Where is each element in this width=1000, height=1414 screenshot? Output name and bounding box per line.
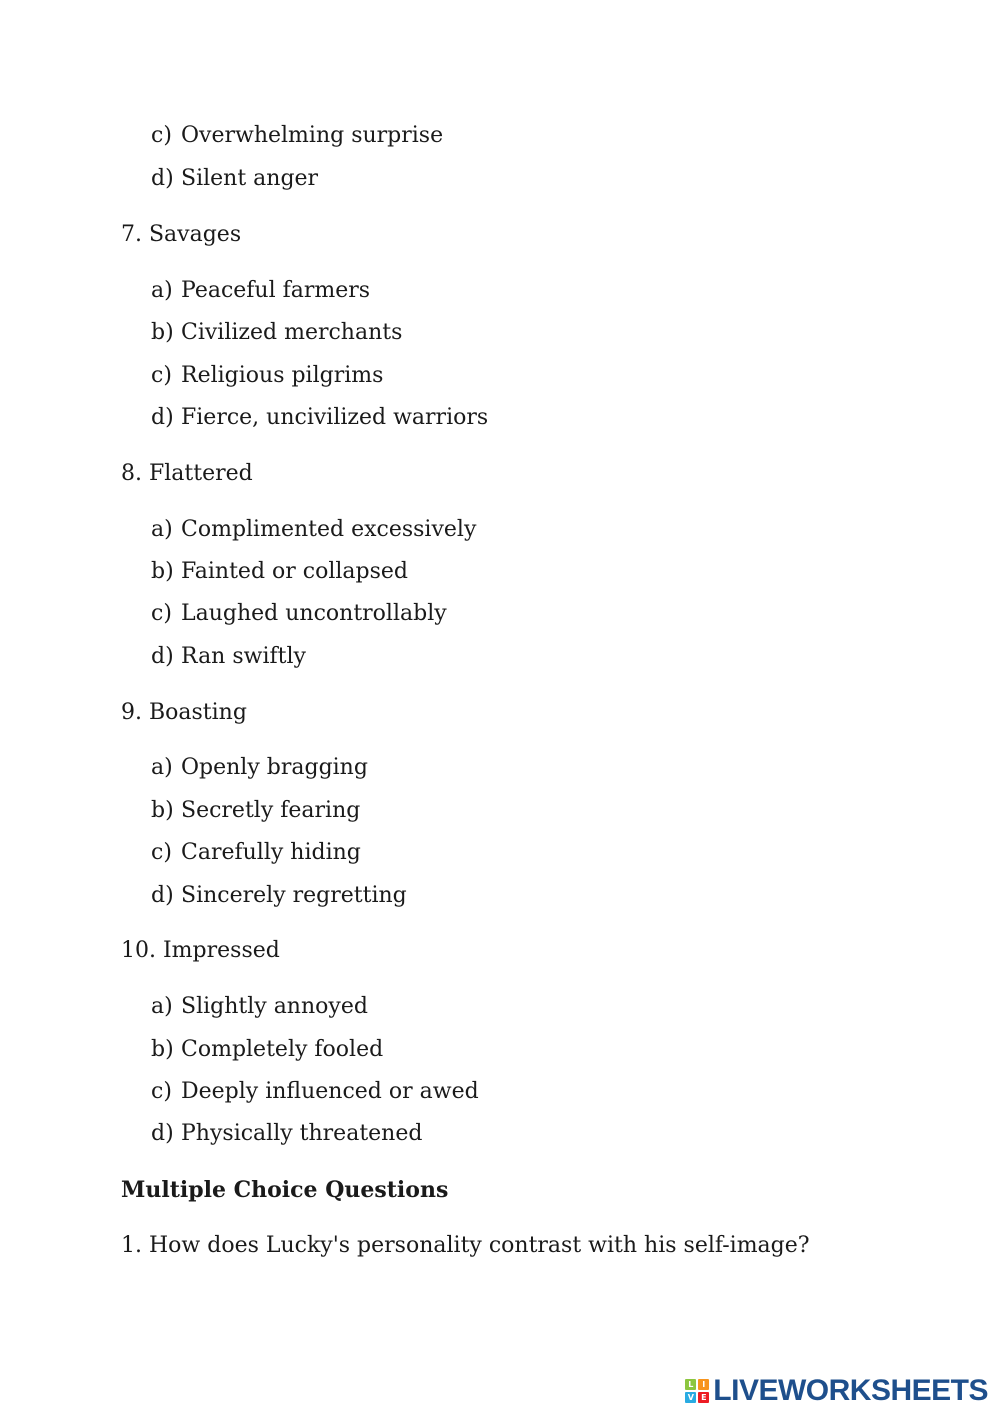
section-heading: Multiple Choice Questions xyxy=(121,1177,449,1203)
option-6d[interactable] xyxy=(151,165,318,193)
option-text: Physically threatened xyxy=(181,1121,423,1146)
logo-mark-i: I xyxy=(698,1379,709,1390)
option-letter: b) xyxy=(151,320,174,345)
option-9c[interactable] xyxy=(151,839,361,867)
option-text: Slightly annoyed xyxy=(181,994,368,1019)
option-letter: c) xyxy=(151,123,172,148)
question-9-label: 9. Boasting xyxy=(121,700,247,725)
option-letter: b) xyxy=(151,798,174,823)
option-letter: d) xyxy=(151,166,174,191)
logo-mark-icon xyxy=(685,1379,709,1403)
option-text: Overwhelming surprise xyxy=(181,123,444,148)
option-7d[interactable] xyxy=(151,404,488,432)
option-letter: a) xyxy=(151,994,173,1019)
option-letter: a) xyxy=(151,517,173,542)
logo-text: LIVEWORKSHEETS xyxy=(713,1374,988,1407)
option-8b[interactable] xyxy=(151,558,408,586)
option-10c[interactable] xyxy=(151,1078,479,1106)
option-text: Fierce, uncivilized warriors xyxy=(181,405,489,430)
option-text: Openly bragging xyxy=(181,755,368,780)
logo-mark-l: L xyxy=(685,1379,696,1390)
option-10a[interactable] xyxy=(151,993,368,1021)
option-text: Peaceful farmers xyxy=(181,278,371,303)
option-letter: d) xyxy=(151,644,174,669)
option-9a[interactable] xyxy=(151,754,368,782)
option-letter: c) xyxy=(151,363,172,388)
option-text: Completely fooled xyxy=(181,1037,384,1062)
question-7-label: 7. Savages xyxy=(121,222,242,247)
logo-mark-v: V xyxy=(685,1392,696,1403)
option-letter: d) xyxy=(151,405,174,430)
liveworksheets-logo xyxy=(685,1374,988,1408)
option-10b[interactable] xyxy=(151,1036,383,1064)
question-8-label: 8. Flattered xyxy=(121,461,253,486)
option-letter: a) xyxy=(151,278,173,303)
mcq-question-1: 1. How does Lucky's personality contrast with his self-image? xyxy=(121,1233,810,1258)
option-7a[interactable] xyxy=(151,277,370,305)
option-text: Carefully hiding xyxy=(181,840,361,865)
option-text: Laughed uncontrollably xyxy=(181,601,447,626)
option-letter: d) xyxy=(151,1121,174,1146)
option-7c[interactable] xyxy=(151,362,383,390)
option-10d[interactable] xyxy=(151,1120,422,1148)
option-letter: c) xyxy=(151,840,172,865)
question-10-label: 10. Impressed xyxy=(121,938,280,963)
option-8d[interactable] xyxy=(151,643,306,671)
logo-mark-e: E xyxy=(698,1392,709,1403)
option-8a[interactable] xyxy=(151,516,476,544)
option-letter: b) xyxy=(151,1037,174,1062)
option-9d[interactable] xyxy=(151,882,407,910)
option-text: Sincerely regretting xyxy=(181,883,407,908)
option-letter: b) xyxy=(151,559,174,584)
option-text: Silent anger xyxy=(181,166,319,191)
option-text: Religious pilgrims xyxy=(181,363,384,388)
option-letter: c) xyxy=(151,601,172,626)
option-text: Complimented excessively xyxy=(181,517,477,542)
option-8c[interactable] xyxy=(151,600,447,628)
option-text: Fainted or collapsed xyxy=(181,559,409,584)
option-text: Ran swiftly xyxy=(181,644,306,669)
option-letter: a) xyxy=(151,755,173,780)
option-text: Deeply influenced or awed xyxy=(181,1079,479,1104)
option-text: Civilized merchants xyxy=(181,320,403,345)
option-6c[interactable] xyxy=(151,122,443,150)
option-letter: c) xyxy=(151,1079,172,1104)
option-letter: d) xyxy=(151,883,174,908)
option-9b[interactable] xyxy=(151,797,360,825)
option-text: Secretly fearing xyxy=(181,798,361,823)
option-7b[interactable] xyxy=(151,319,402,347)
